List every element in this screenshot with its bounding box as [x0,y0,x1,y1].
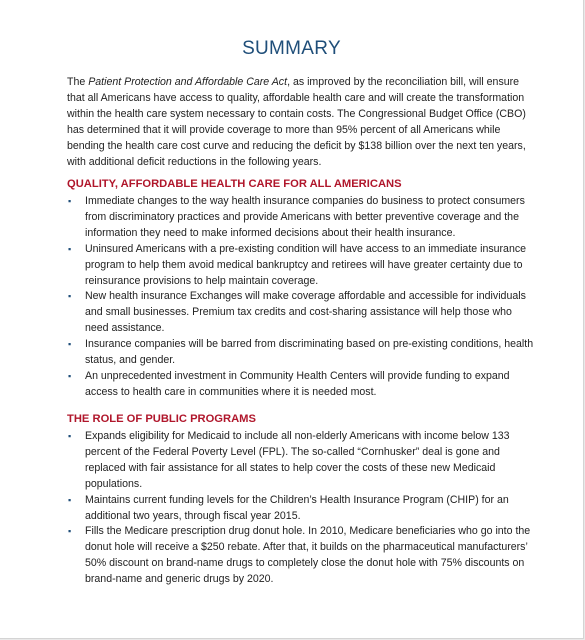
intro-paragraph [67,75,537,170]
list-item-text: Expands eligibility for Medicaid to include all non-elderly Americans with income below 133 percent of the Federal Poverty Level (FPL). The so-called “Cornhusker” deal is gone and replaced with fair assistance for all states to help cover the costs of these new Medicaid populations. [85,430,510,490]
list-item-text: Uninsured Americans with a pre-existing condition will have access to an immediate insurance program to help them avoid medical bankruptcy and retirees will have greater certainty due to reinsurance provisions to help maintain coverage. [85,242,527,287]
list-item [67,289,537,337]
bullet-icon: ▪ [68,196,72,206]
section-heading-quality: QUALITY, AFFORDABLE HEALTH CARE FOR ALL AMERICANS [67,178,402,190]
bullet-icon: ▪ [68,291,72,302]
list-item-text: Maintains current funding levels for the Children’s Health Insurance Program (CHIP) for an additional two years, through fiscal year 2015. [85,493,509,522]
list-item-text: Immediate changes to the way health insurance companies do business to protect consumers from discriminatory practices and provide Americans with better preventive coverage and the information they need to make informed decisions about their health insurance. [85,195,525,239]
list-item [67,369,537,401]
section-list-public-programs [67,429,537,588]
bullet-icon: ▪ [68,243,72,254]
list-item [67,524,537,588]
page-title: SUMMARY [242,38,341,59]
list-item-text: Fills the Medicare prescription drug donut hole. In 2010, Medicare beneficiaries who go into the donut hole will receive a $250 rebate. After that, it builds on the pharmaceutical manufacturers’ 50% discount on brand-name drugs to completely close the donut hole with 75% discounts on brand-name and generic drugs by 2020. [85,525,531,586]
list-item [67,242,537,290]
bullet-icon: ▪ [68,526,72,537]
section-list-quality [67,194,537,401]
section-heading-public-programs: THE ROLE OF PUBLIC PROGRAMS [67,413,256,425]
list-item [67,194,537,242]
bullet-icon: ▪ [68,494,72,505]
bullet-icon: ▪ [68,431,72,441]
act-name: Patient Protection and Affordable Care Act [88,76,288,88]
bullet-icon: ▪ [68,370,72,381]
bullet-icon: ▪ [68,339,72,350]
list-item [67,429,537,493]
list-item-text: An unprecedented investment in Community Health Centers will provide funding to expand access to health care in communities where it is needed most. [85,369,510,398]
list-item-text: New health insurance Exchanges will make coverage affordable and accessible for individuals and small businesses. Premium tax credits and cost-sharing assistance will help those who need assistance. [85,290,526,335]
list-item [67,493,537,525]
list-item-text: Insurance companies will be barred from discriminating based on pre-existing conditions, health status, and gender. [85,338,534,367]
intro-prefix: The [67,76,89,88]
list-item [67,337,537,369]
intro-rest: , as improved by the reconciliation bill, will ensure that all Americans have access to quality, affordable health care and will create the transformation within the health care system necessary to contain costs. The Congressional Budget Office (CBO) has determined that it will provide coverage to more than 95% percent of all Americans while bending the health care cost curve and reducing the deficit by $138 billion over the next ten years, with additional deficit reductions in the following years. [67,76,526,168]
